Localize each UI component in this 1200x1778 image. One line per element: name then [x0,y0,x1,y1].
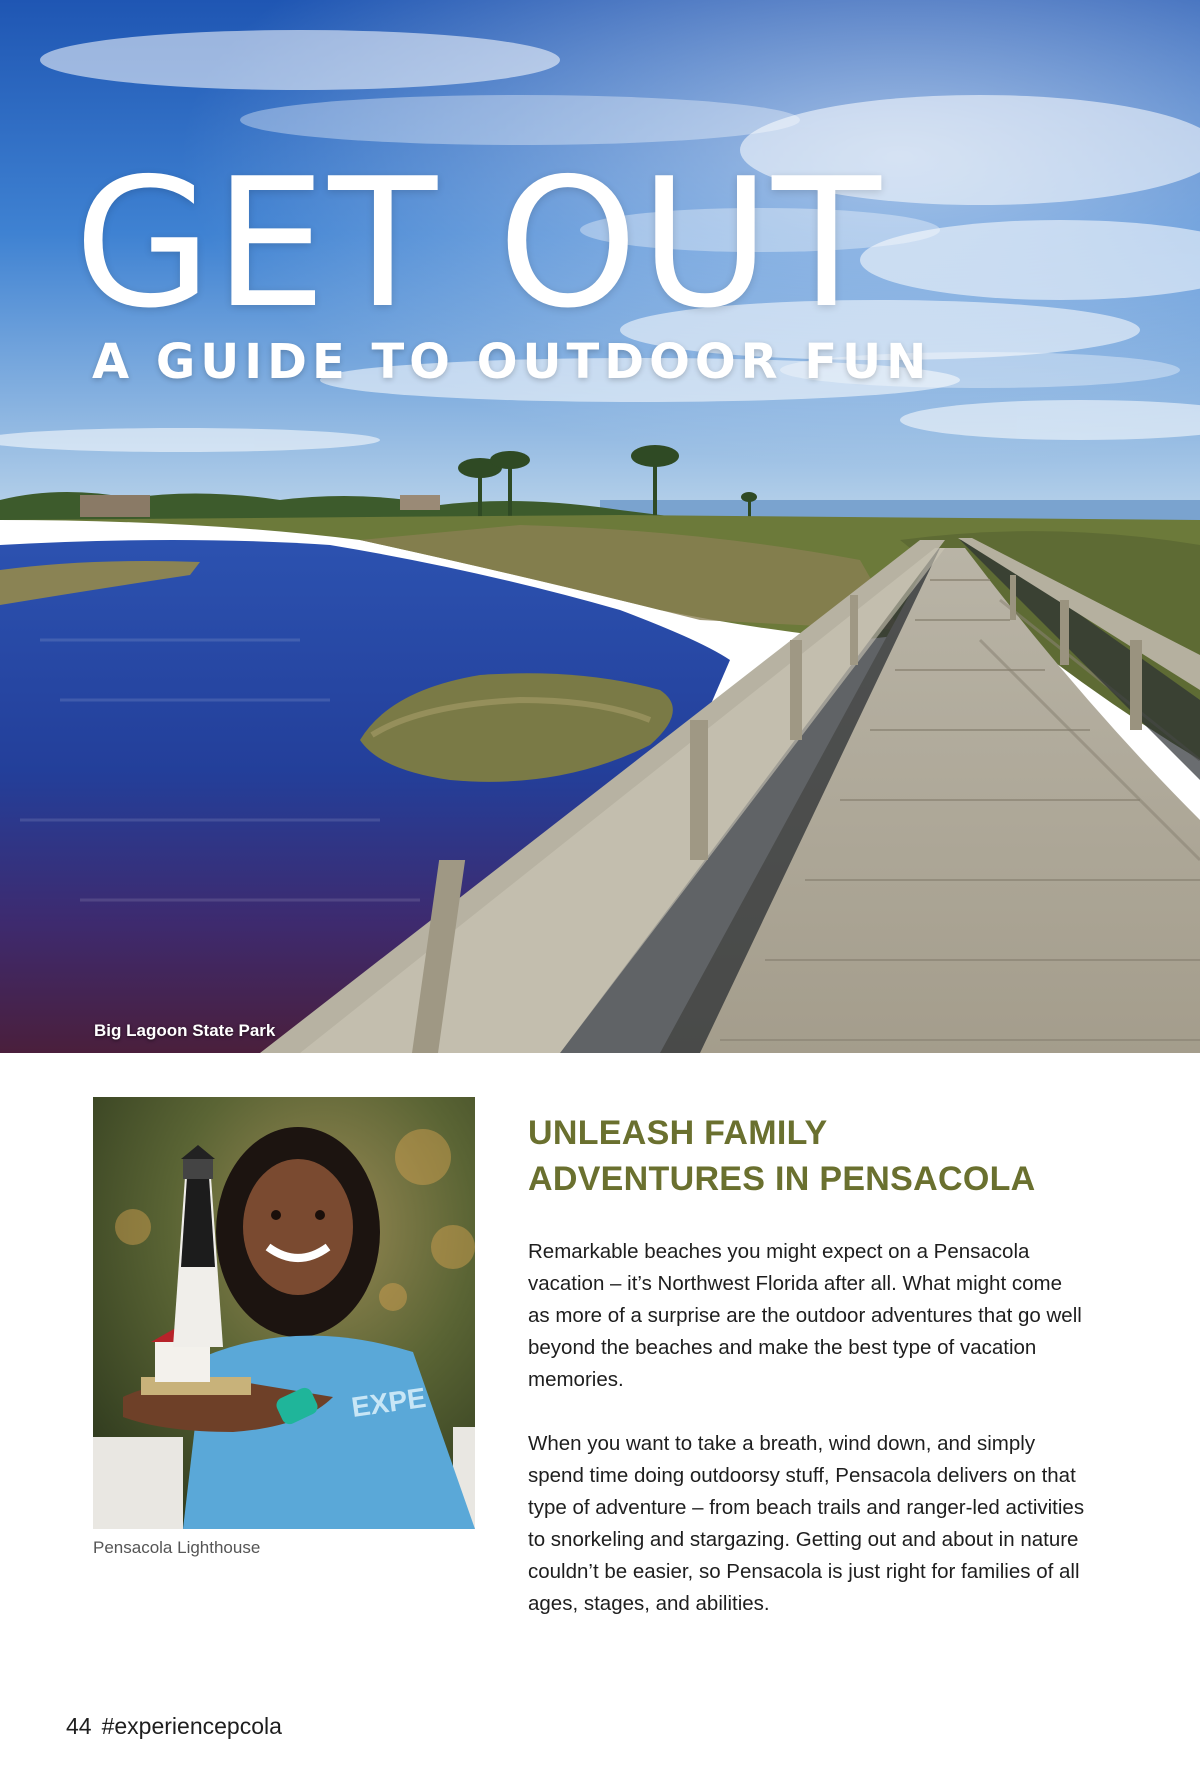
inset-photo-caption: Pensacola Lighthouse [93,1538,261,1557]
article [528,1110,1088,1652]
page-number: 44 [66,1713,92,1739]
article-paragraph-2: When you want to take a breath, wind down, and simply spend time doing outdoorsy stuff, Pensacola delivers on that type of adventure – from beach trails and ranger-led activities to snorkeling and stargazing. Getting out and about in nature couldn’t be easier, so Pensacola is just right for families of all ages, stages, and abilities. [528,1432,1085,1615]
footer-hashtag: #experiencepcola [101,1713,282,1739]
heading-line-2: ADVENTURES IN PENSACOLA [528,1160,1036,1198]
page-title: GET OUT [74,140,883,347]
page-footer [66,1713,282,1740]
article-paragraph-1: Remarkable beaches you might expect on a Pensacola vacation – it’s Northwest Florida after all. What might come as more of a surprise are the outdoor adventures that go well beyond the beaches and make the best type of vacation memories. [528,1240,1082,1391]
shirt-text: EXPE [349,1381,428,1423]
hero-photo-caption: Big Lagoon State Park [94,1021,276,1040]
lighthouse-girl-photo [93,1097,475,1529]
heading-line-1: UNLEASH FAMILY [528,1114,828,1152]
page-subtitle: A GUIDE TO OUTDOOR FUN [92,334,932,390]
article-heading [528,1110,1088,1202]
